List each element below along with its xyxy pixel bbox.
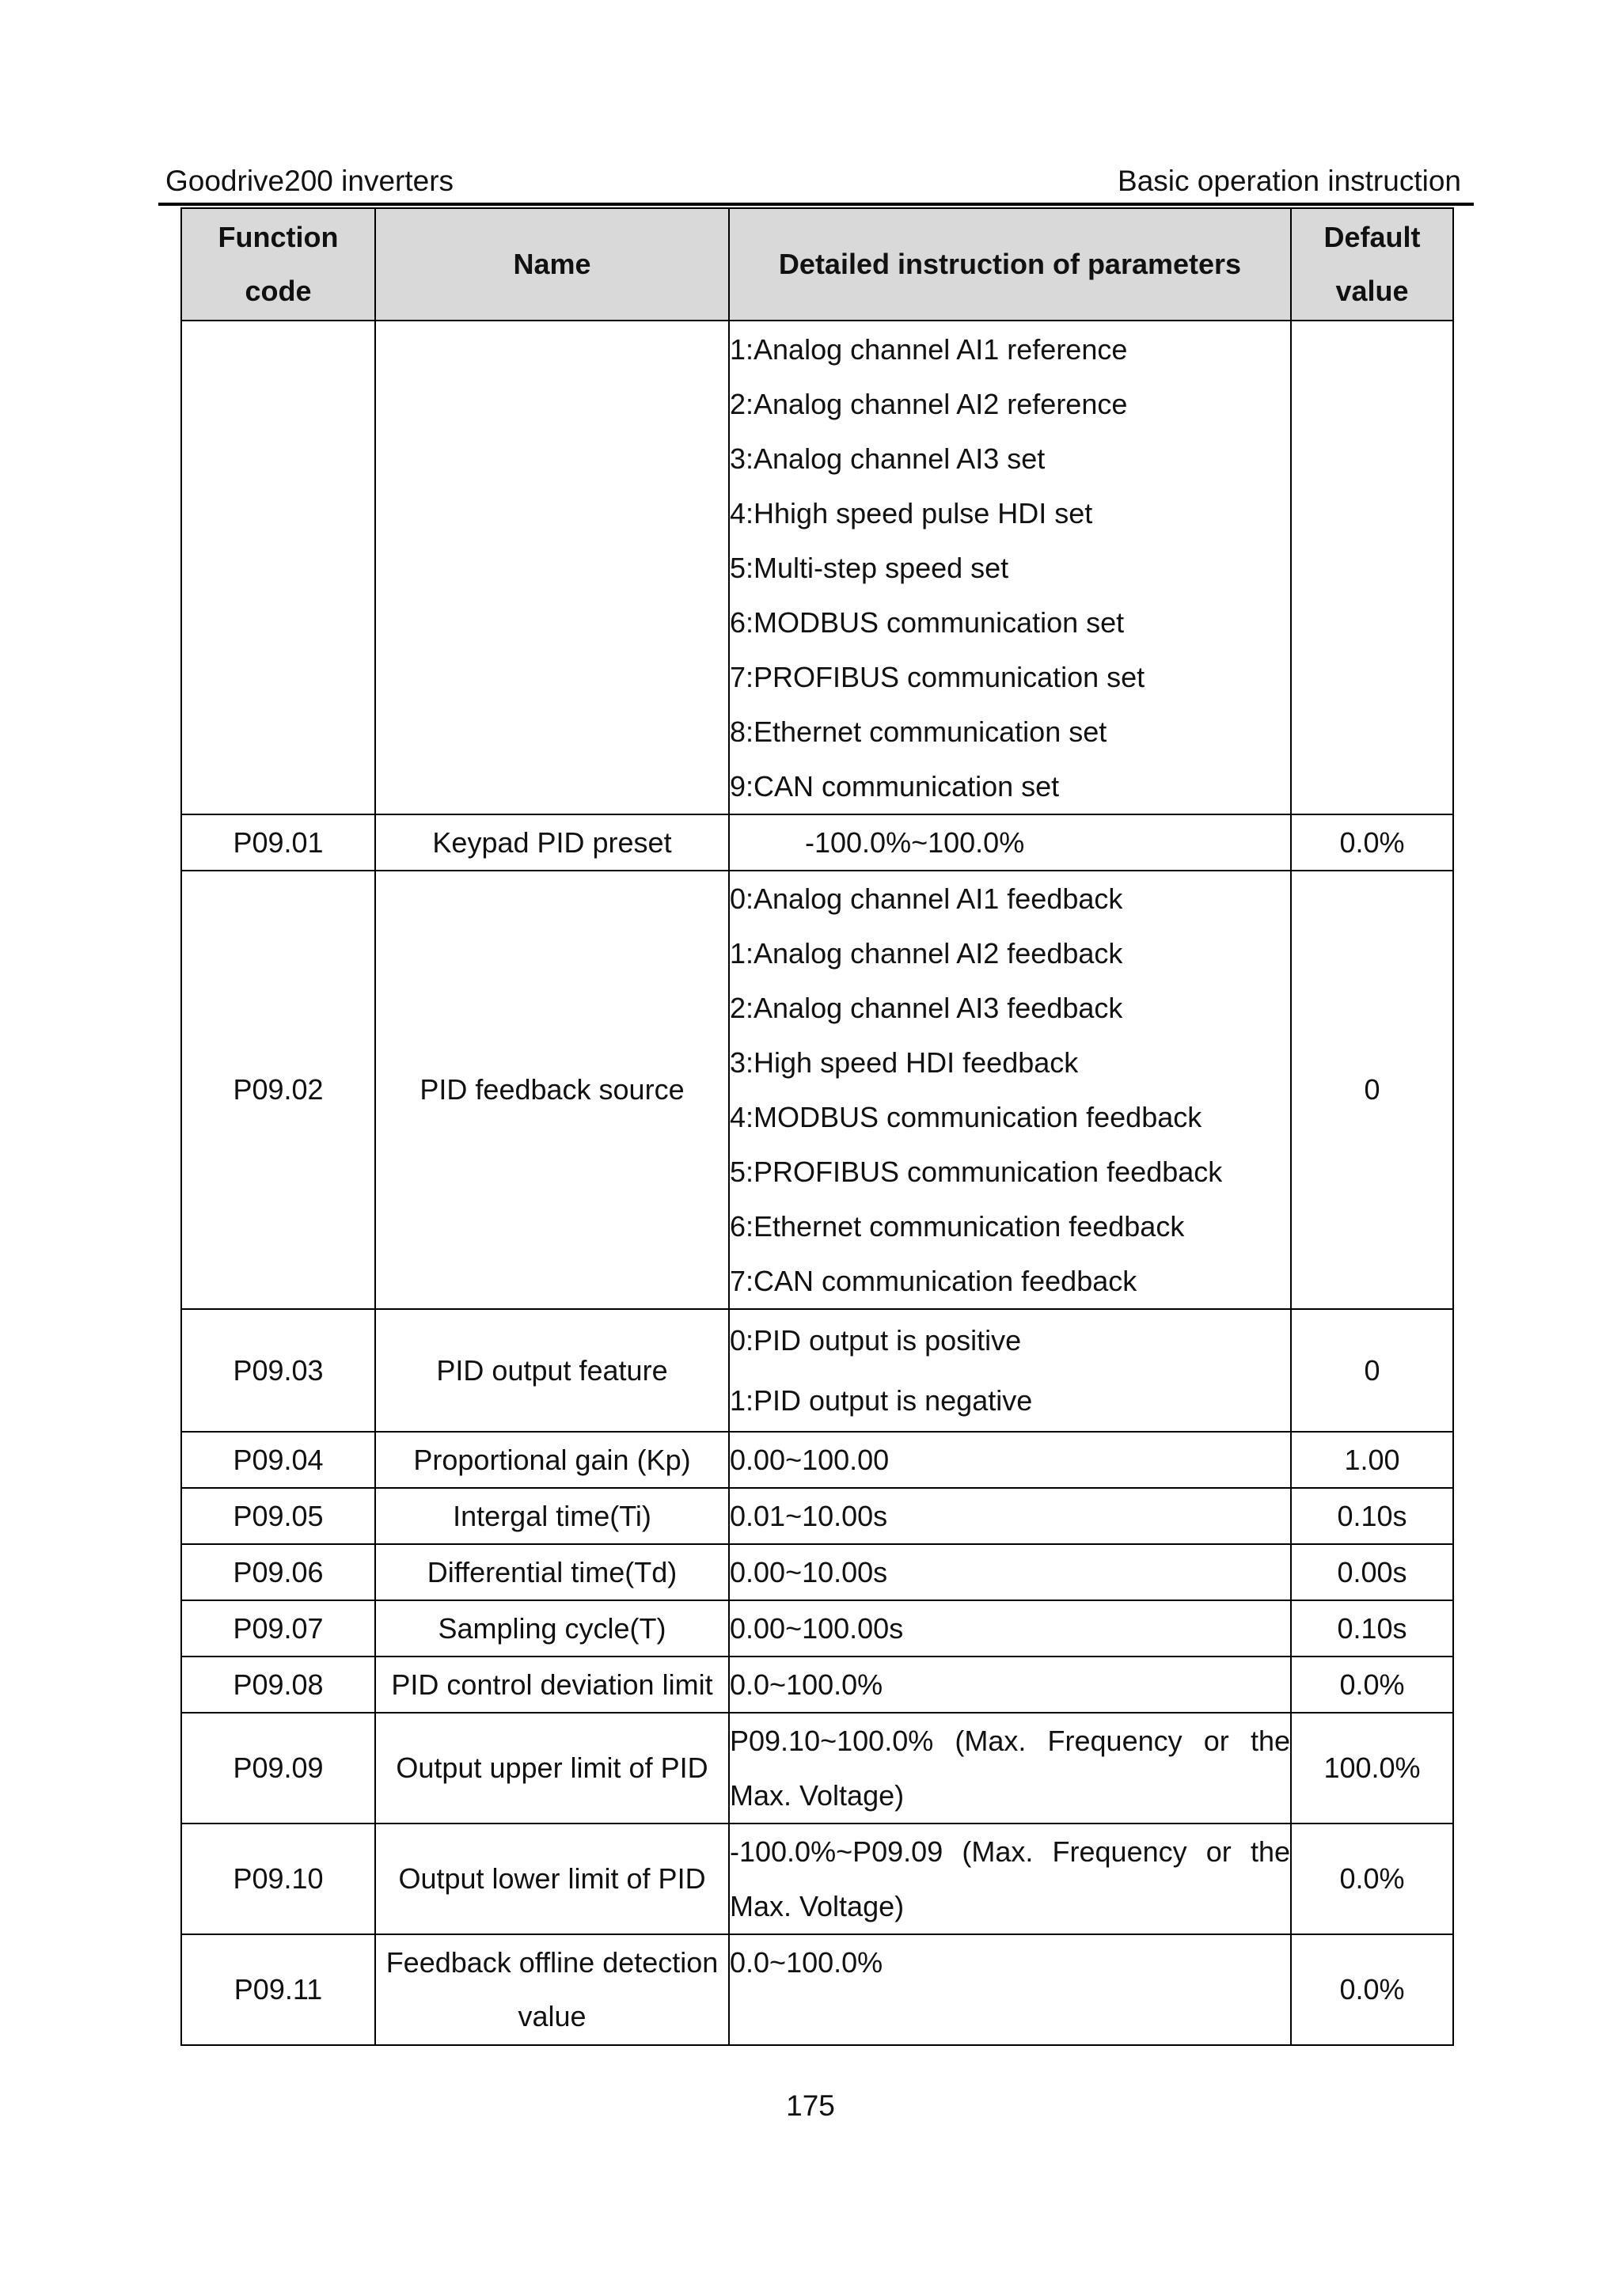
running-header-left: Goodrive200 inverters [165, 165, 454, 197]
parameter-table [180, 207, 1454, 2046]
option-line: 8:Ethernet communication set [730, 715, 1107, 748]
column-header-detailed-instruction: Detailed instruction of parameters [729, 208, 1291, 321]
default-value-cell: 100.0% [1291, 1713, 1453, 1824]
table-row [181, 1544, 1453, 1600]
option-line: 1:PID output is negative [730, 1383, 1033, 1417]
function-code-cell: P09.11 [181, 1934, 375, 2045]
option-line: 6:Ethernet communication feedback [730, 1210, 1185, 1243]
function-code-cell: P09.05 [181, 1488, 375, 1544]
option-line: 0.01~10.00s [730, 1500, 888, 1532]
default-value-cell: 0.00s [1291, 1544, 1453, 1600]
table-row [181, 1309, 1453, 1432]
default-value-cell: 0 [1291, 871, 1453, 1309]
detail-cell [729, 871, 1291, 1309]
name-cell: Output lower limit of PID [375, 1824, 729, 1934]
detail-cell [729, 1488, 1291, 1544]
function-code-cell: P09.06 [181, 1544, 375, 1600]
table-row [181, 321, 1453, 814]
name-cell: PID control deviation limit [375, 1657, 729, 1713]
running-header-right: Basic operation instruction [1118, 165, 1461, 197]
detail-cell [729, 1309, 1291, 1432]
option-line: 0:Analog channel AI1 feedback [730, 882, 1123, 915]
detail-cell [729, 1657, 1291, 1713]
default-value-cell: 0.0% [1291, 1934, 1453, 2045]
detail-cell: -100.0%~P09.09 (Max. Frequency or the Max. Voltage) [729, 1824, 1291, 1934]
default-value-cell: 0.0% [1291, 1657, 1453, 1713]
function-code-cell [181, 321, 375, 814]
function-code-cell: P09.08 [181, 1657, 375, 1713]
detail-cell [729, 321, 1291, 814]
table-row [181, 1657, 1453, 1713]
name-cell: Output upper limit of PID [375, 1713, 729, 1824]
option-line: -100.0%~100.0% [805, 826, 1025, 859]
option-line: 0.00~100.00s [730, 1612, 904, 1645]
table-row [181, 1713, 1453, 1824]
default-value-cell: 0.10s [1291, 1600, 1453, 1657]
option-line: 2:Analog channel AI3 feedback [730, 992, 1123, 1024]
name-cell: PID feedback source [375, 871, 729, 1309]
name-cell: Feedback offline detection value [375, 1934, 729, 2045]
default-value-cell: 0.0% [1291, 814, 1453, 871]
option-line: 5:PROFIBUS communication feedback [730, 1156, 1223, 1188]
header-rule [158, 203, 1474, 206]
default-value-cell: 0.0% [1291, 1824, 1453, 1934]
page-number: 175 [786, 2089, 835, 2122]
function-code-cell: P09.07 [181, 1600, 375, 1657]
option-line: 1:Analog channel AI2 feedback [730, 937, 1123, 970]
column-header-function-code: Function code [181, 208, 375, 321]
table-row [181, 1488, 1453, 1544]
function-code-cell: P09.02 [181, 871, 375, 1309]
option-line: 2:Analog channel AI2 reference [730, 387, 1128, 420]
option-line: 0:PID output is positive [730, 1323, 1022, 1357]
table-row [181, 1600, 1453, 1657]
table-row [181, 1934, 1453, 2045]
function-code-cell: P09.09 [181, 1713, 375, 1824]
option-line: 0.00~100.00 [730, 1444, 890, 1476]
table-header-row [181, 208, 1453, 321]
option-line: 0.0~100.0% [730, 1668, 883, 1701]
option-line: 1:Analog channel AI1 reference [730, 332, 1128, 366]
detail-cell: P09.10~100.0% (Max. Frequency or the Max. Voltage) [729, 1713, 1291, 1824]
name-cell: PID output feature [375, 1309, 729, 1432]
detail-cell [729, 1544, 1291, 1600]
name-cell: Sampling cycle(T) [375, 1600, 729, 1657]
default-value-cell: 0 [1291, 1309, 1453, 1432]
table-row [181, 1824, 1453, 1934]
option-line: 3:High speed HDI feedback [730, 1046, 1079, 1079]
detail-cell [729, 814, 1291, 871]
function-code-cell: P09.01 [181, 814, 375, 871]
table-row [181, 1432, 1453, 1488]
default-value-cell: 1.00 [1291, 1432, 1453, 1488]
function-code-cell: P09.03 [181, 1309, 375, 1432]
option-line: 4:Hhigh speed pulse HDI set [730, 496, 1093, 529]
detail-cell [729, 1934, 1291, 2045]
option-line: 9:CAN communication set [730, 769, 1060, 803]
option-line: 4:MODBUS communication feedback [730, 1101, 1202, 1133]
name-cell: Intergal time(Ti) [375, 1488, 729, 1544]
name-cell: Proportional gain (Kp) [375, 1432, 729, 1488]
option-line: 0.0~100.0% [730, 1946, 883, 1979]
name-cell [375, 321, 729, 814]
column-header-default-value: Default value [1291, 208, 1453, 321]
option-line: 5:Multi-step speed set [730, 551, 1009, 584]
detail-cell [729, 1600, 1291, 1657]
table-row [181, 871, 1453, 1309]
default-value-cell [1291, 321, 1453, 814]
detail-cell [729, 1432, 1291, 1488]
column-header-name: Name [375, 208, 729, 321]
name-cell: Differential time(Td) [375, 1544, 729, 1600]
name-cell: Keypad PID preset [375, 814, 729, 871]
option-line: 0.00~10.00s [730, 1556, 888, 1588]
function-code-cell: P09.04 [181, 1432, 375, 1488]
option-line: 3:Analog channel AI3 set [730, 442, 1046, 475]
option-line: 7:CAN communication feedback [730, 1265, 1137, 1297]
default-value-cell: 0.10s [1291, 1488, 1453, 1544]
option-line: 7:PROFIBUS communication set [730, 660, 1145, 693]
table-row [181, 814, 1453, 871]
option-line: 6:MODBUS communication set [730, 605, 1125, 639]
function-code-cell: P09.10 [181, 1824, 375, 1934]
